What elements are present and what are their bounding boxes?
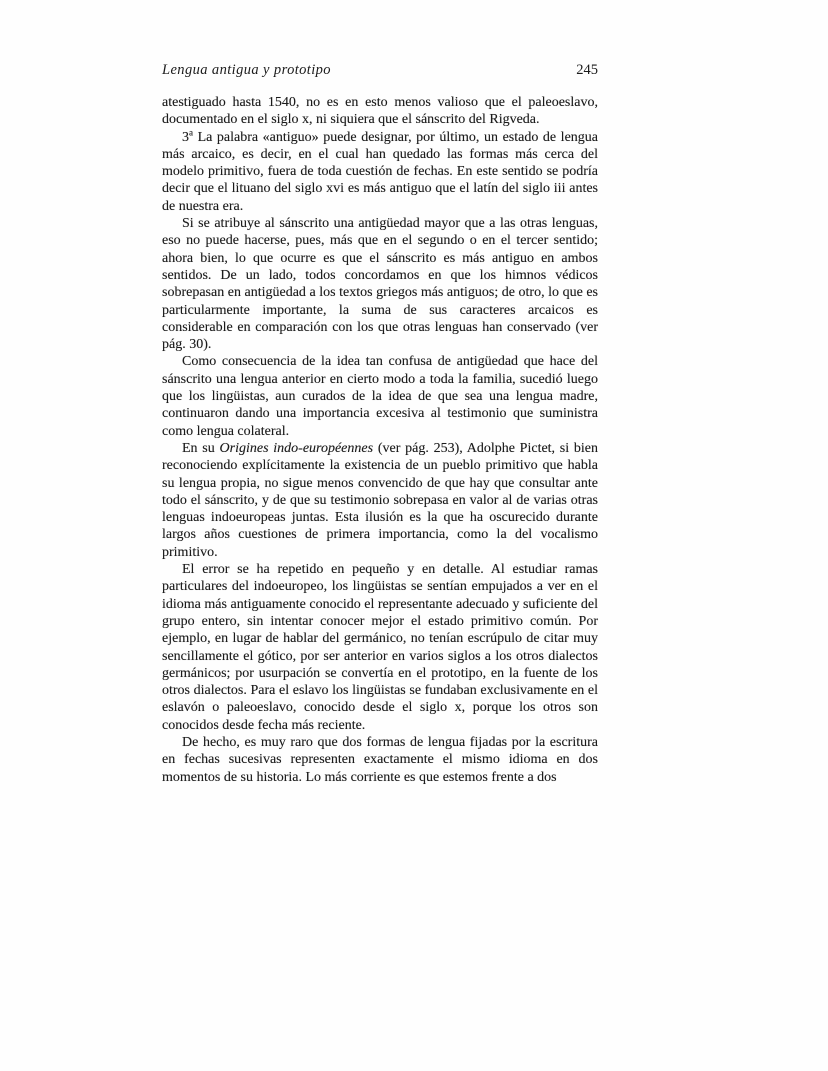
paragraph [162,561,598,734]
paragraph [162,126,598,215]
paragraph [162,215,598,353]
paragraph [162,734,598,786]
page-number: 245 [576,62,598,78]
book-title-italic: Origines indo-européennes [219,440,374,456]
ordinal-superscript: a [189,126,193,137]
paragraph-text: De hecho, es muy raro que dos formas de lengua fijadas por la escritura en fechas sucesivas representen exactamente el mismo idioma en dos momentos de su historia. Lo más corriente es que estemos frente a dos [162,734,598,785]
paragraph [162,353,598,439]
paragraph [162,440,598,561]
paragraph-text: atestiguado hasta 1540, no es en esto menos valioso que el paleoeslavo, documentado en el siglo x, ni siquiera que el sánscrito del Rigveda. [162,95,598,128]
ordinal-number: 3 [182,129,189,145]
page-header [162,62,598,79]
text-block [162,94,598,786]
paragraph-text: Como consecuencia de la idea tan confusa de antigüedad que hace del sánscrito una lengua anterior en cierto modo a toda la familia, sucedió luego que los lingüistas, aun curados de la idea de que sea una lengua madre, continuaron dando una importancia excesiva al testimonio que suministra como lengua colateral. [162,354,598,439]
paragraph [162,94,598,129]
paragraph-text: Si se atribuye al sánscrito una antigüedad mayor que a las otras lenguas, eso no puede hacerse, pues, más que en el segundo o en el tercer sentido; ahora bien, lo que ocurre es que el sánscrito es más antiguo en ambos sentidos. De un lado, todos concordamos en que los himnos védicos sobrepasan en antigüedad a los textos griegos más antiguos; de otro, lo que es particularmente importante, la suma de sus caracteres arcaicos es considerable en comparación con los que otras lenguas han conservado (ver pág. 30). [162,216,598,353]
paragraph-text: La palabra «antiguo» puede designar, por último, un estado de lengua más arcaico, es decir, en el cual han quedado las formas más cerca del modelo primitivo, fuera de toda cuestión de fechas. En este sentido se podría decir que el lituano del siglo xvi es más antiguo que el latín del siglo iii antes de nuestra era. [162,129,598,214]
running-title: Lengua antigua y prototipo [162,62,331,78]
paragraph-text: El error se ha repetido en pequeño y en detalle. Al estudiar ramas particulares del indoeuropeo, los lingüistas se sentían empujados a ver en el idioma más antiguamente conocido el representante adecuado y suficiente del grupo entero, sin intentar conocer mejor el estado primitivo común. Por ejemplo, en lugar de hablar del germánico, no tenían escrúpulo de citar muy sencillamente el gótico, por ser anterior en varios siglos a los otros dialectos germánicos; por usurpación se convertía en el prototipo, en la fuente de los otros dialectos. Para el eslavo los lingüistas se fundaban exclusivamente en el eslavón o paleoeslavo, conocido desde el siglo x, porque los otros son conocidos desde fecha más reciente. [162,562,598,733]
paragraph-text: En su [182,440,220,456]
paragraph-text: (ver pág. 253), Adolphe Pictet, si bien reconociendo explícitamente la existencia de un pueblo primitivo que habla su lengua propia, no sigue menos convencido de que hay que consultar ante todo el sánscrito, y de que su testimonio sobrepasa en valor al de varias otras lenguas indoeuropeas juntas. Esta ilusión es la que ha oscurecido durante largos años cuestiones de primera importancia, como la del vocalismo primitivo. [162,440,599,560]
page-content [162,62,598,786]
